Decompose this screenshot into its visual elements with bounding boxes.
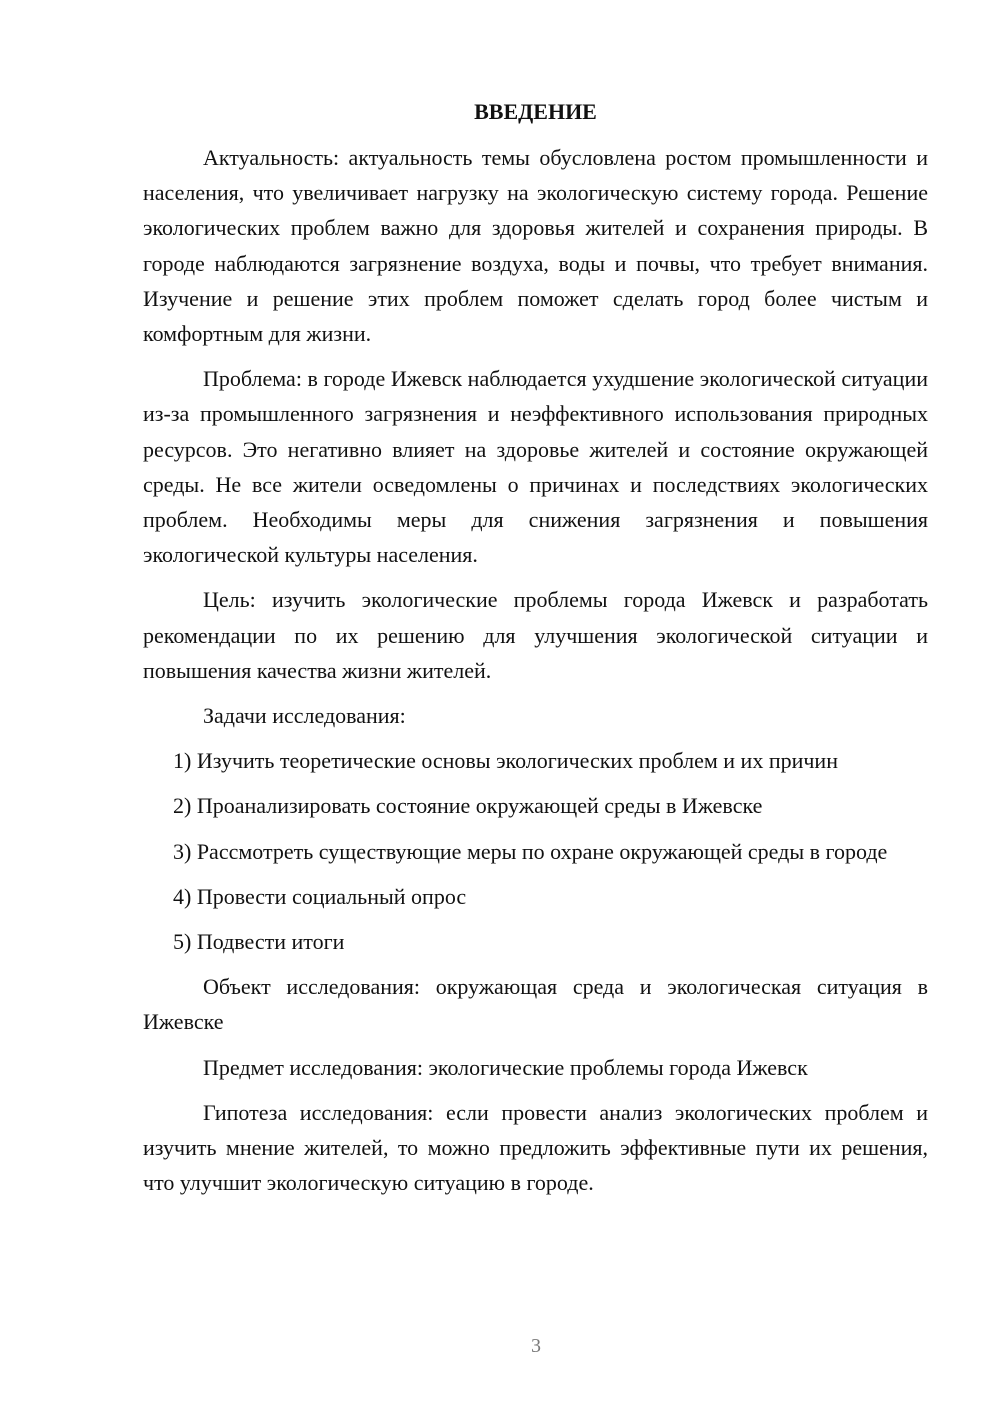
- problem-paragraph: Проблема: в городе Ижевск наблюдается ухудшение экологической ситуации из-за промышленного загрязнения и неэффективного использования природных ресурсов. Это негативно влияет на здоровье жителей и состояние окружающей среды. Не все жители осведомлены о причинах и последствиях экологических проблем. Необходимы меры для снижения загрязнения и повышения экологической культуры населения.: [143, 366, 928, 568]
- task-list-item: 3) Рассмотреть существующие меры по охране окружающей среды в городе: [173, 838, 888, 864]
- task-list-item: 4) Провести социальный опрос: [173, 883, 467, 909]
- object-paragraph: Объект исследования: окружающая среда и экологическая ситуация в Ижевске: [143, 974, 928, 1035]
- goal-paragraph: Цель: изучить экологические проблемы города Ижевск и разработать рекомендации по их решению для улучшения экологической ситуации и повышения качества жизни жителей.: [143, 587, 928, 683]
- document-body: [143, 94, 928, 1210]
- task-list-item: 5) Подвести итоги: [173, 929, 345, 955]
- tasks-heading: Задачи исследования:: [203, 703, 406, 729]
- page-number: 3: [531, 1335, 541, 1357]
- task-list-item: 1) Изучить теоретические основы экологических проблем и их причин: [173, 748, 838, 774]
- hypothesis-paragraph: Гипотеза исследования: если провести анализ экологических проблем и изучить мнение жителей, то можно предложить эффективные пути их решения, что улучшит экологическую ситуацию в городе.: [143, 1099, 928, 1196]
- relevance-paragraph: Актуальность: актуальность темы обусловлена ростом промышленности и населения, что увеличивает нагрузку на экологическую систему города. Решение экологических проблем важно для здоровья жителей и сохранения природы. В городе наблюдаются загрязнение воздуха, воды и почвы, что требует внимания. Изучение и решение этих проблем поможет сделать город более чистым и комфортным для жизни.: [143, 145, 928, 347]
- page-title: ВВЕДЕНИЕ: [474, 99, 597, 124]
- task-list-item: 2) Проанализировать состояние окружающей среды в Ижевске: [173, 793, 763, 819]
- subject-paragraph: Предмет исследования: экологические проблемы города Ижевск: [203, 1054, 808, 1080]
